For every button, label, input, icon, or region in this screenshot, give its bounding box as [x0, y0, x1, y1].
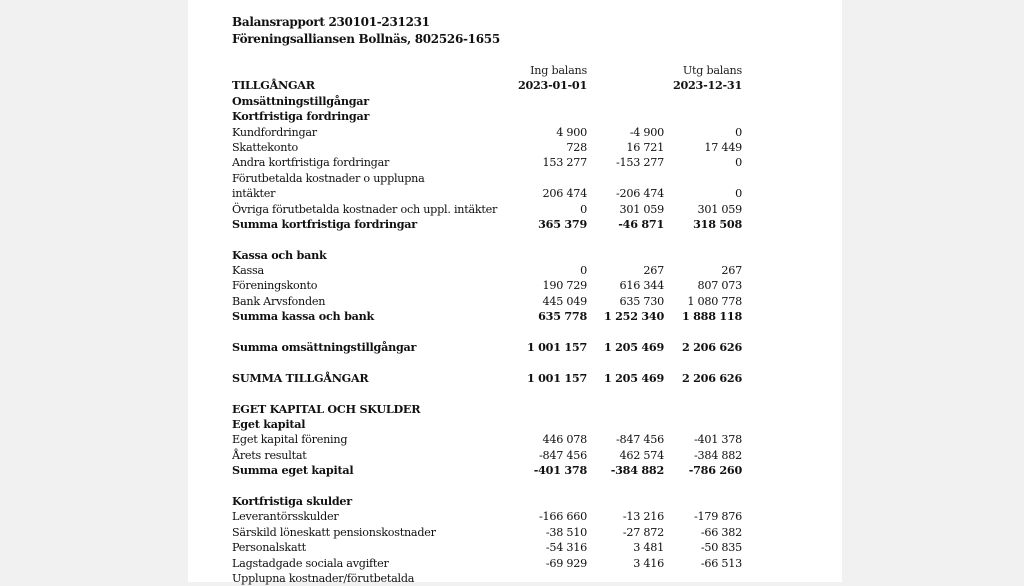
value-change: 3 481 [633, 541, 664, 555]
col-ing-balans-header: Ing balans [530, 64, 587, 77]
subheading-row [232, 94, 752, 109]
report-title: Balansrapport 230101-231231 [232, 15, 430, 29]
row-label-continuation: intäkter [232, 187, 276, 201]
value-utg: 1 888 118 [681, 309, 742, 324]
value-utg: 0 [735, 187, 742, 201]
value-change: 1 252 340 [603, 309, 664, 324]
group-heading-row [232, 248, 752, 263]
row-label: Kassa [232, 264, 264, 278]
table-row [232, 294, 752, 309]
value-utg: -786 260 [688, 463, 742, 478]
table-row [232, 509, 752, 524]
table-row [232, 448, 752, 463]
value-utg: 17 449 [704, 140, 742, 154]
value-ing: -401 378 [533, 463, 587, 478]
group-heading-liabilities: Kortfristiga skulder [232, 493, 352, 508]
value-ing: 728 [566, 140, 587, 154]
column-header-row [232, 63, 752, 78]
value-ing: -38 510 [545, 525, 587, 539]
table-row-label-continued [232, 171, 752, 186]
col-ing-date: 2023-01-01 [517, 78, 587, 93]
value-ing: 0 [580, 202, 587, 216]
col-utg-date: 2023-12-31 [672, 78, 742, 93]
value-change: 301 059 [619, 202, 664, 216]
table-row [232, 155, 752, 170]
row-label: Eget kapital förening [232, 433, 348, 447]
value-change: 1 205 469 [603, 340, 664, 355]
grand-total-row [232, 371, 752, 386]
value-ing: 190 729 [542, 279, 587, 293]
value-change: -13 216 [622, 510, 664, 524]
value-ing: 365 379 [538, 216, 587, 231]
total-label: Summa omsättningstillgångar [232, 340, 417, 355]
value-change: 1 205 469 [603, 370, 664, 385]
document-page [188, 0, 842, 585]
value-ing: 1 001 157 [526, 370, 587, 385]
value-ing: 445 049 [542, 294, 587, 308]
subtotal-label: Summa kortfristiga fordringar [232, 216, 417, 231]
row-label: Övriga förutbetalda kostnader och uppl. intäkter [232, 202, 498, 216]
total-row [232, 340, 752, 355]
value-ing: 635 778 [538, 309, 587, 324]
value-change: 462 574 [619, 448, 664, 462]
value-change: 616 344 [619, 279, 664, 293]
value-utg: -401 378 [693, 433, 742, 447]
value-ing: -69 929 [545, 556, 587, 570]
value-change: 267 [643, 264, 664, 278]
value-ing: 206 474 [542, 187, 587, 201]
row-label: Förutbetalda kostnader o upplupna [232, 171, 425, 185]
value-utg: 0 [735, 156, 742, 170]
value-ing: 153 277 [542, 156, 587, 170]
row-label: Årets resultat [232, 448, 307, 462]
table-row [232, 432, 752, 447]
value-utg: 267 [721, 264, 742, 278]
value-utg: 0 [735, 125, 742, 139]
value-utg: -179 876 [693, 510, 742, 524]
table-row [232, 556, 752, 571]
table-row [232, 540, 752, 555]
value-change: 16 721 [626, 140, 664, 154]
value-utg: -66 382 [700, 525, 742, 539]
value-change: -384 882 [610, 463, 664, 478]
subheading-current-assets: Omsättningstillgångar [232, 93, 369, 108]
value-change: -27 872 [622, 525, 664, 539]
subtotal-row [232, 463, 752, 478]
balance-report [232, 14, 752, 586]
value-change: 635 730 [619, 294, 664, 308]
group-heading-equity: Eget kapital [232, 416, 306, 431]
table-row [232, 278, 752, 293]
table-row [232, 263, 752, 278]
section-heading-assets: TILLGÅNGAR [232, 78, 315, 93]
value-utg: 318 508 [693, 216, 742, 231]
subtotal-row [232, 217, 752, 232]
value-utg: 1 080 778 [687, 294, 742, 308]
group-heading-receivables: Kortfristiga fordringar [232, 109, 370, 124]
value-change: 3 416 [633, 556, 664, 570]
col-utg-balans-header: Utg balans [682, 64, 742, 77]
row-label: Personalskatt [232, 541, 306, 555]
section-heading-row [232, 402, 752, 417]
row-label: Föreningskonto [232, 279, 318, 293]
group-heading-cash: Kassa och bank [232, 247, 327, 262]
row-label: Leverantörsskulder [232, 510, 339, 524]
row-label: Särskild löneskatt pensionskostnader [232, 525, 436, 539]
row-label: Bank Arvsfonden [232, 294, 326, 308]
value-utg: 807 073 [697, 279, 742, 293]
section-heading-equity-liabilities: EGET KAPITAL OCH SKULDER [232, 401, 421, 416]
value-utg: 301 059 [697, 202, 742, 216]
value-change: -153 277 [615, 156, 664, 170]
value-change: -206 474 [615, 187, 664, 201]
value-change: -4 900 [629, 125, 664, 139]
value-ing: -847 456 [538, 448, 587, 462]
subtotal-row [232, 309, 752, 324]
assets-heading-row [232, 78, 752, 93]
table-row-partial [232, 571, 752, 586]
value-utg: -66 513 [700, 556, 742, 570]
table-row [232, 125, 752, 140]
value-ing: 0 [580, 264, 587, 278]
row-label: Skattekonto [232, 140, 298, 154]
value-ing: 1 001 157 [526, 340, 587, 355]
value-ing: 4 900 [556, 125, 587, 139]
table-row [232, 202, 752, 217]
value-ing: 446 078 [542, 433, 587, 447]
value-ing: -54 316 [545, 541, 587, 555]
table-row [232, 140, 752, 155]
group-heading-row [232, 494, 752, 509]
value-utg: -50 835 [700, 541, 742, 555]
group-heading-row [232, 417, 752, 432]
table-row [232, 186, 752, 201]
subtotal-label: Summa eget kapital [232, 463, 354, 478]
value-change: -46 871 [618, 216, 664, 231]
subtotal-label: Summa kassa och bank [232, 309, 375, 324]
value-ing: -166 660 [538, 510, 587, 524]
row-label: Andra kortfristiga fordringar [232, 156, 390, 170]
value-utg: 2 206 626 [681, 340, 742, 355]
value-utg: 2 206 626 [681, 370, 742, 385]
grand-total-label: SUMMA TILLGÅNGAR [232, 370, 369, 385]
row-label: Kundfordringar [232, 125, 317, 139]
group-heading-row [232, 109, 752, 124]
row-label: Upplupna kostnader/förutbetalda [232, 571, 415, 585]
table-row [232, 525, 752, 540]
value-change: -847 456 [615, 433, 664, 447]
organization-name: Föreningsalliansen Bollnäs, 802526-1655 [232, 32, 500, 46]
row-label: Lagstadgade sociala avgifter [232, 556, 389, 570]
value-utg: -384 882 [693, 448, 742, 462]
